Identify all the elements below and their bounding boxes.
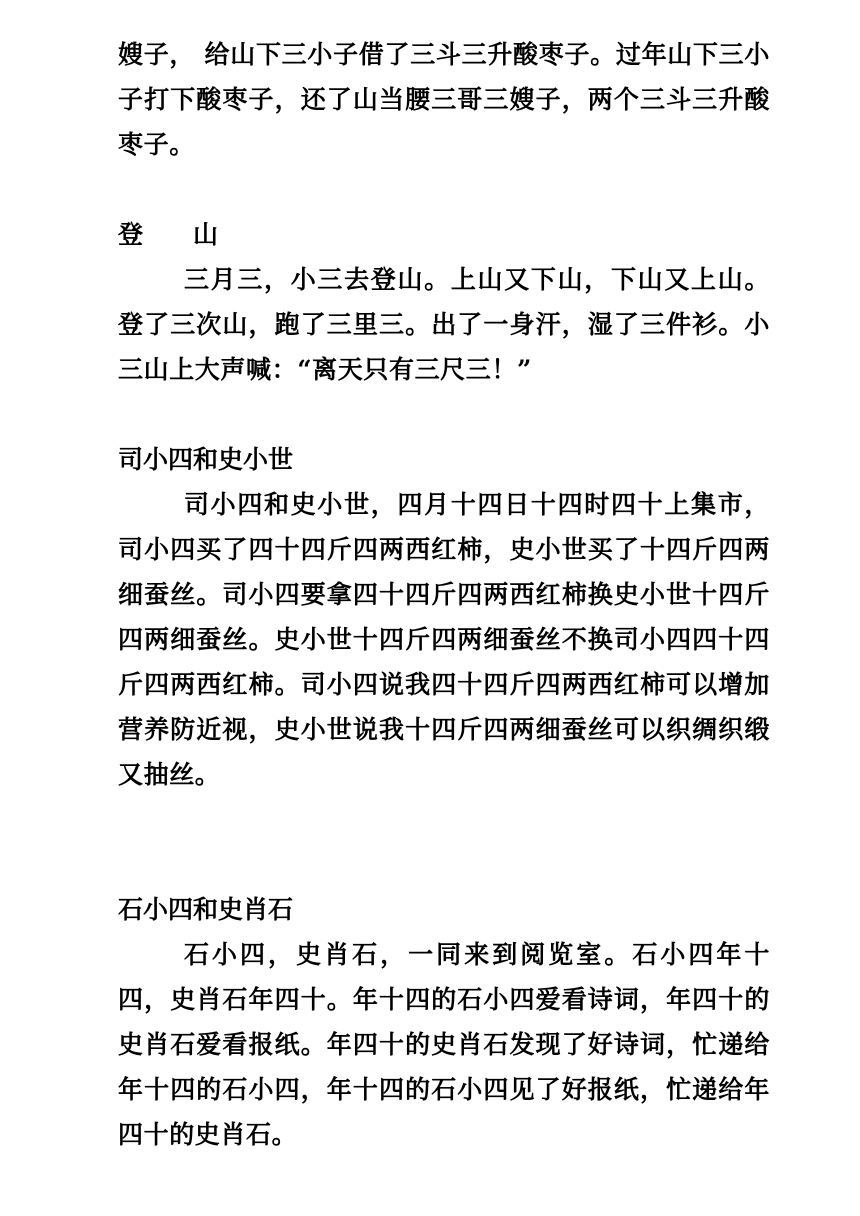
section-title-shi-xiaosi: 石小四和史肖石 [118,895,294,924]
document-page [118,32,770,1157]
section-body-shi-xiaosi: 石小四，史肖石，一同来到阅览室。石小四年十四，史肖石年四十。年十四的石小四爱看诗词，年四十的史肖石爱看报纸。年四十的史肖石发现了好诗词，忙递给年十四的石小四，年十四的石小四见了好报纸，忙递给年四十的史肖石。 [118,940,770,1149]
spacer [118,392,770,437]
section-body-climbing: 三月三，小三去登山。上山又下山，下山又上山。登了三次山，跑了三里三。出了一身汗，湿了三件衫。小三山上大声喊：“离天只有三尺三！” [118,265,770,384]
spacer [118,167,770,212]
continuation-paragraph: 嫂子， 给山下三小子借了三斗三升酸枣子。过年山下三小子打下酸枣子，还了山当腰三哥三嫂子，两个三斗三升酸枣子。 [118,40,770,159]
section-body-si-xiaosi: 司小四和史小世，四月十四日十四时四十上集市，司小四买了四十四斤四两西红柿，史小世买了十四斤四两细蚕丝。司小四要拿四十四斤四两西红柿换史小世十四斤四两细蚕丝。史小世十四斤四两细蚕丝不换司小四四十四斤四两西红柿。司小四说我四十四斤四两西红柿可以增加营养防近视，史小世说我十四斤四两细蚕丝可以织绸织缎又抽丝。 [118,490,770,789]
section-title-climbing: 登 山 [118,220,219,249]
section-title-si-xiaosi: 司小四和史小世 [118,445,294,474]
spacer [118,797,770,887]
